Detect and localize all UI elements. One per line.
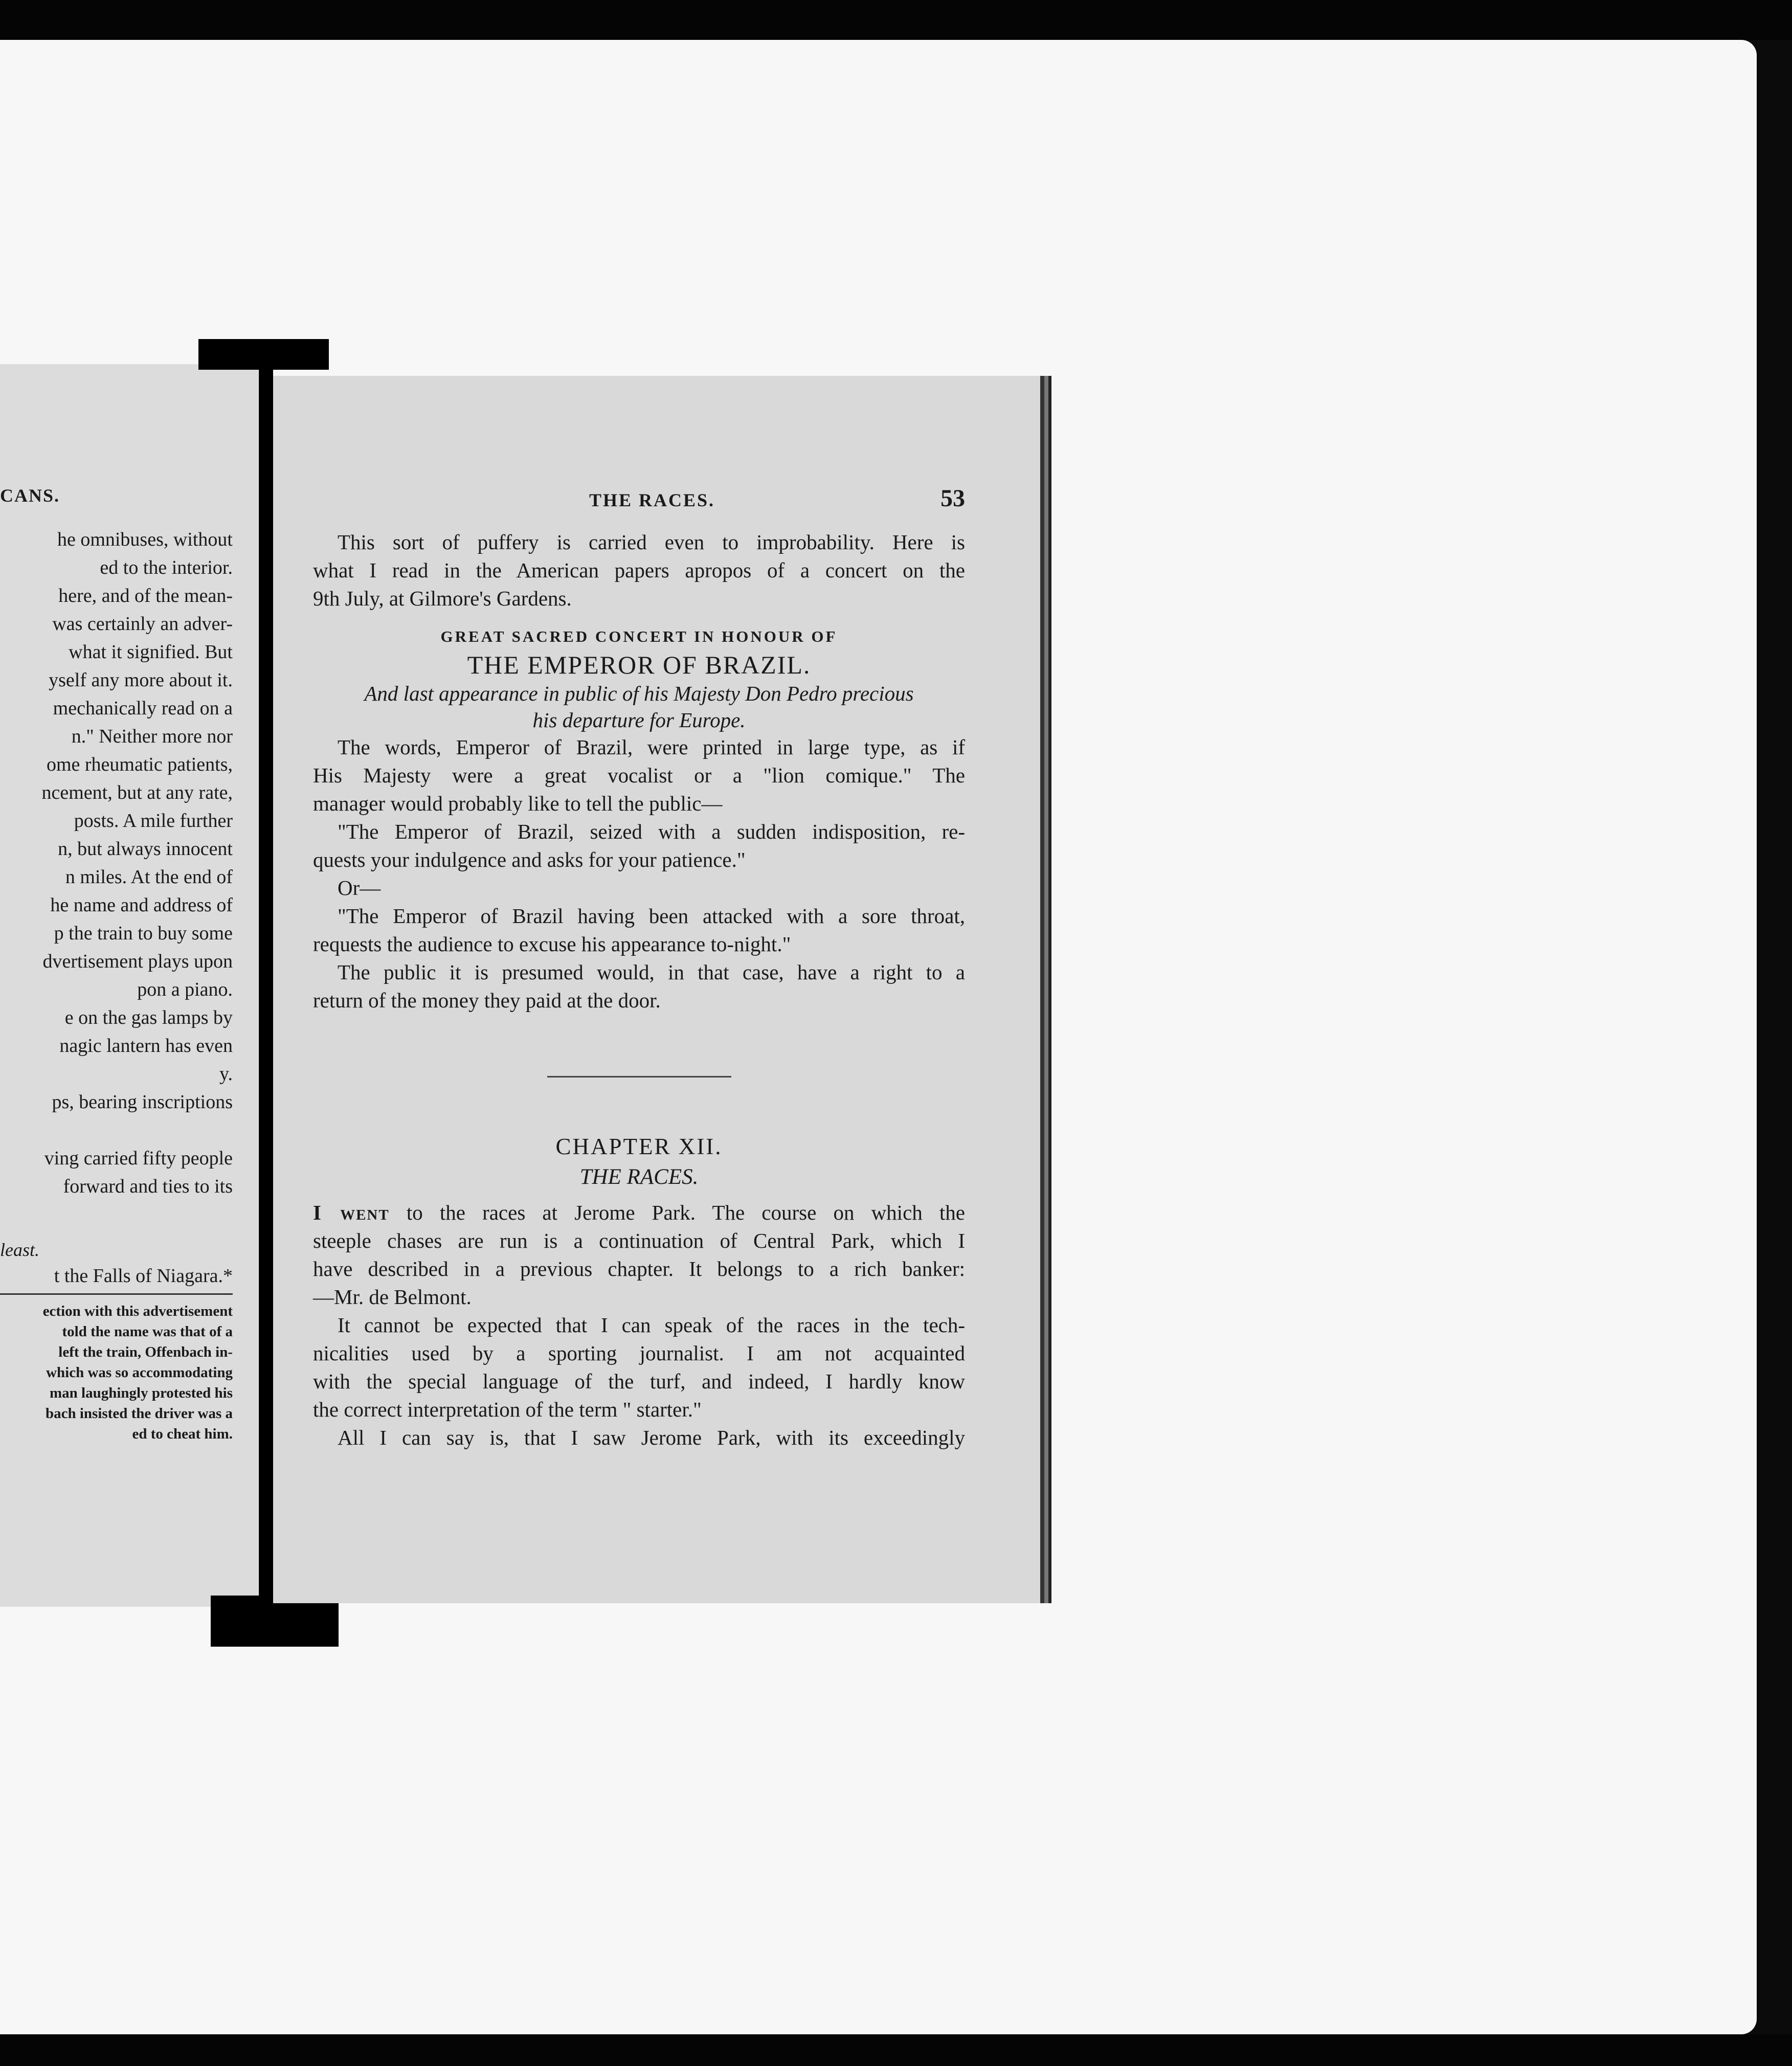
text-line xyxy=(313,1199,965,1227)
chapter-title: CHAPTER XII. xyxy=(555,1134,723,1159)
text-line: what I read in the American papers apropos of a concert on the xyxy=(313,558,965,582)
text-line: requests the audience to excuse his appearance to-night." xyxy=(313,932,791,956)
text-line: have described in a previous chapter. It belongs to a rich banker: xyxy=(313,1257,965,1281)
text-line: 9th July, at Gilmore's Gardens. xyxy=(313,587,572,610)
footnote-line: ed to cheat him. xyxy=(132,1426,233,1442)
footnote-line: which was so accommodating xyxy=(46,1364,233,1381)
book-spine xyxy=(259,358,273,1611)
left-line: mechanically read on a xyxy=(53,698,233,719)
right-page xyxy=(273,376,1040,1603)
italic-line: And last appearance in public of his Majesty Don Pedro precious xyxy=(364,682,914,705)
left-line: n miles. At the end of xyxy=(65,866,233,888)
opening-word: I went xyxy=(313,1201,390,1224)
emperor-heading: THE EMPEROR OF BRAZIL. xyxy=(467,650,811,679)
text-line: All I can say is, that I saw Jerome Park, with its exceedingly xyxy=(338,1426,965,1449)
left-page xyxy=(0,364,258,1607)
footnote-line: man laughingly protested his xyxy=(49,1385,233,1401)
text-line: His Majesty were a great vocalist or a "lion comique." The xyxy=(313,763,965,787)
footnote-line: left the train, Offenbach in- xyxy=(58,1344,233,1360)
running-title: THE RACES. xyxy=(589,490,715,510)
text-line: —Mr. de Belmont. xyxy=(313,1285,472,1309)
section-divider xyxy=(547,1076,731,1077)
left-line: he name and address of xyxy=(50,894,233,916)
binding-clip-top xyxy=(198,339,329,370)
left-line: y. xyxy=(219,1063,233,1085)
left-line: ome rheumatic patients, xyxy=(46,754,233,775)
left-line: forward and ties to its xyxy=(63,1176,233,1197)
italic-line: his departure for Europe. xyxy=(532,708,746,732)
running-header xyxy=(313,484,965,515)
left-line: yself any more about it. xyxy=(49,669,233,691)
left-line: e on the gas lamps by xyxy=(64,1007,233,1028)
left-line: p the train to buy some xyxy=(54,923,233,944)
left-page-text xyxy=(0,526,233,1444)
left-line: n." Neither more nor xyxy=(71,726,233,747)
left-line: was certainly an adver- xyxy=(52,613,233,635)
left-line xyxy=(0,1116,233,1144)
left-line: here, and of the mean- xyxy=(58,585,233,607)
left-caption: least. xyxy=(0,1240,39,1260)
left-blank-gap xyxy=(0,1201,233,1229)
left-line: ving carried fifty people xyxy=(44,1148,233,1169)
text-line: "The Emperor of Brazil, seized with a sudden indisposition, re- xyxy=(338,820,965,843)
text-line: steeple chases are run is a continuation of Central Park, which I xyxy=(313,1229,965,1252)
left-line: what it signified. But xyxy=(69,641,233,663)
footnote-line: ection with this advertisement xyxy=(42,1303,233,1319)
text-line: return of the money they paid at the door. xyxy=(313,989,661,1012)
text-line: quests your indulgence and asks for your patience." xyxy=(313,848,746,871)
text-line: The words, Emperor of Brazil, were printed in large type, as if xyxy=(338,735,965,759)
scan-top-border xyxy=(0,0,1792,40)
footnote-line: told the name was that of a xyxy=(62,1323,233,1340)
left-line: ncement, but at any rate, xyxy=(41,782,233,803)
left-line: ps, bearing inscriptions xyxy=(52,1091,233,1113)
left-falls-line: t the Falls of Niagara.* xyxy=(0,1263,233,1295)
text-line: with the special language of the turf, and indeed, I hardly know xyxy=(313,1369,965,1393)
left-running-head: CANS. xyxy=(0,485,60,506)
scan-bottom-border xyxy=(0,2034,1792,2066)
text-line: nicalities used by a sporting journalist. I am not acquainted xyxy=(313,1341,965,1365)
text-line: It cannot be expected that I can speak of the races in the tech- xyxy=(338,1313,965,1337)
text-line: manager would probably like to tell the public— xyxy=(313,792,723,815)
left-line: pon a piano. xyxy=(137,979,233,1000)
text-line: the correct interpretation of the term " starter." xyxy=(313,1398,702,1421)
text-line: This sort of puffery is carried even to improbability. Here is xyxy=(338,530,965,554)
left-line: dvertisement plays upon xyxy=(42,951,233,972)
left-line: n, but always innocent xyxy=(58,838,233,860)
footnote-line: bach insisted the driver was a xyxy=(45,1405,233,1422)
page-body xyxy=(313,528,965,1452)
concert-heading: GREAT SACRED CONCERT IN HONOUR OF xyxy=(440,627,838,645)
text-line: "The Emperor of Brazil having been attacked with a sore throat, xyxy=(338,904,965,928)
text-line: The public it is presumed would, in that case, have a right to a xyxy=(338,960,965,984)
chapter-subtitle: THE RACES. xyxy=(579,1165,699,1189)
binding-clip-bottom xyxy=(211,1596,339,1647)
left-line: posts. A mile further xyxy=(74,810,233,832)
opening-rest: to the races at Jerome Park. The course on which the xyxy=(389,1201,965,1224)
page-number: 53 xyxy=(940,485,965,512)
left-footnotes xyxy=(0,1301,233,1444)
left-line: ed to the interior. xyxy=(100,557,233,578)
text-line: Or— xyxy=(338,876,381,900)
left-line: nagic lantern has even xyxy=(59,1035,233,1057)
left-line: he omnibuses, without xyxy=(57,529,233,550)
